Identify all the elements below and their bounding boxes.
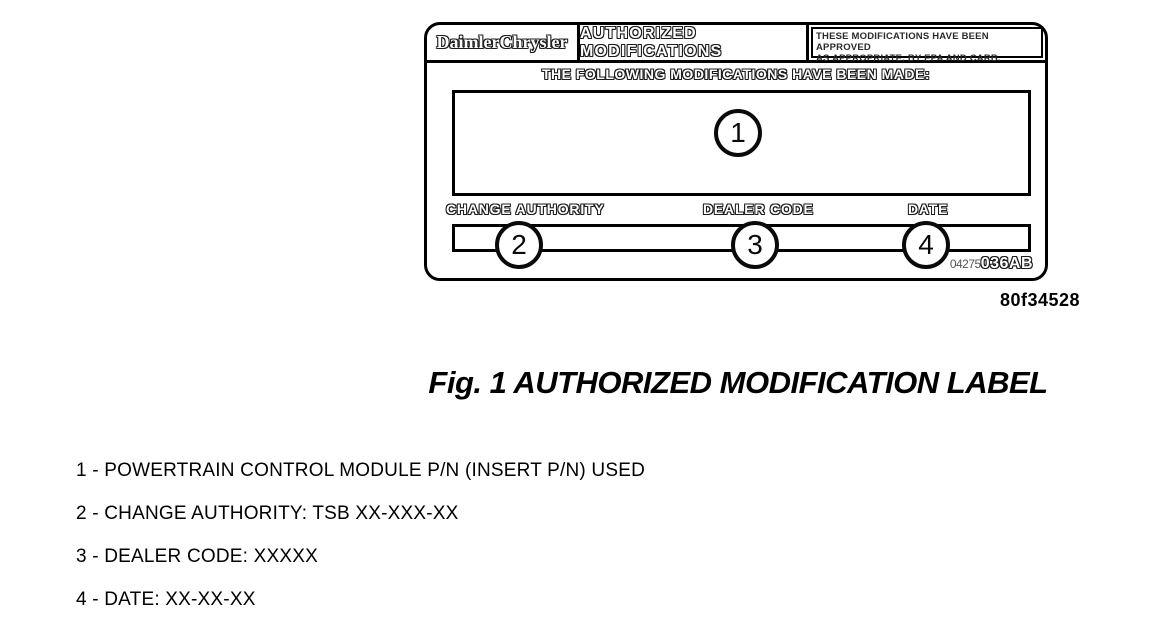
callout-4-circle (902, 221, 950, 269)
field-label-change-authority: CHANGE AUTHORITY (446, 201, 605, 217)
legend-item-1: 1 - POWERTRAIN CONTROL MODULE P/N (INSERT P/N) USED (76, 460, 646, 481)
approval-note-line-2: AS APPROPRIATE, BY EPA AND CARB. (816, 53, 1001, 64)
field-label-dealer-code: DEALER CODE (703, 201, 814, 217)
legend-item-2: 2 - CHANGE AUTHORITY: TSB XX-XXX-XX (76, 503, 459, 524)
figure-image-code: 80f34528 (1000, 290, 1081, 310)
approval-note-box (811, 27, 1043, 64)
legend-item-4: 4 - DATE: XX-XX-XX (76, 589, 256, 610)
part-number-suffix: 036AB (980, 255, 1033, 272)
brand-logo-text: DaimlerChrysler (427, 25, 580, 60)
label-title: AUTHORIZED MODIFICATIONS (580, 25, 809, 60)
callout-4-number: 4 (918, 229, 934, 260)
approval-note-line-1: THESE MODIFICATIONS HAVE BEEN APPROVED (816, 31, 989, 53)
callout-1-circle (714, 109, 762, 157)
part-number-prefix: 04275 (949, 257, 981, 271)
legend-item-3: 3 - DEALER CODE: XXXXX (76, 546, 318, 567)
callout-3-circle (731, 221, 779, 269)
approval-note-cell (809, 25, 1045, 64)
authorized-modification-label-diagram (424, 22, 1048, 281)
figure-caption: Fig. 1 AUTHORIZED MODIFICATION LABEL (428, 365, 1048, 400)
callout-2-circle (495, 221, 543, 269)
callout-1-number: 1 (730, 117, 746, 148)
label-part-number (950, 255, 1033, 273)
label-subheader: THE FOLLOWING MODIFICATIONS HAVE BEEN MADE: (541, 66, 931, 82)
field-label-date: DATE (908, 201, 949, 217)
callout-legend-list (76, 461, 645, 633)
label-header-row (427, 25, 1045, 63)
callout-2-number: 2 (511, 229, 527, 260)
callout-3-number: 3 (747, 229, 763, 260)
